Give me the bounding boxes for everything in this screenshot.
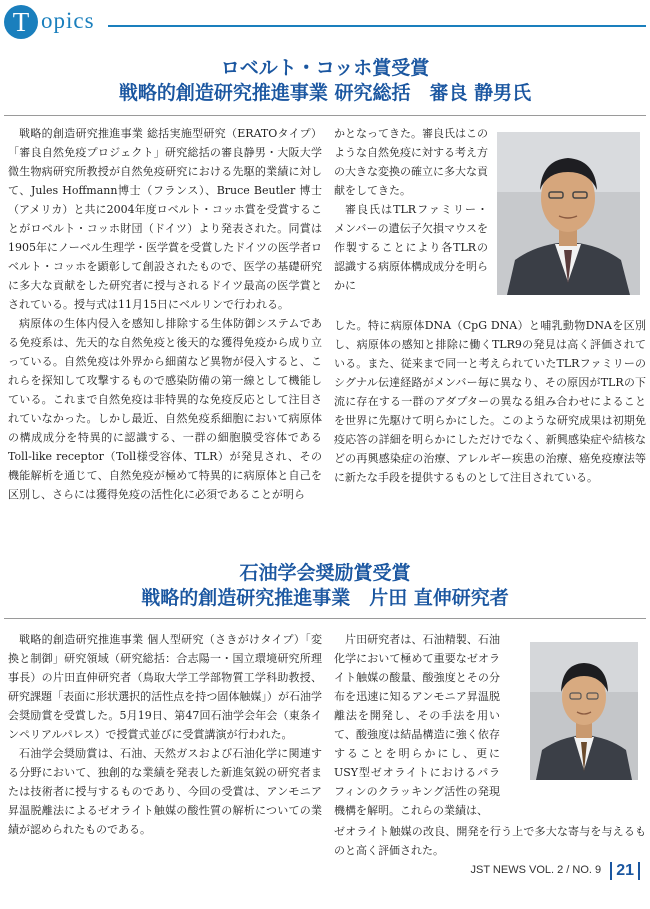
topics-label: opics — [41, 8, 95, 33]
article2-paragraph: ゼオライト触媒の改良、開発を行う上で多大な寄与を与えるものと高く評価された。 — [334, 825, 646, 857]
portrait-photo-akira — [497, 132, 640, 295]
article1-right-wide-column — [334, 316, 646, 488]
topics-header — [0, 0, 650, 50]
page-number: 21 — [610, 862, 640, 880]
article2-title: 石油学会奨励賞受賞 — [239, 562, 411, 584]
article1-left-column — [8, 124, 322, 514]
volume-number: VOL. 2 / NO. 9 — [529, 864, 602, 876]
article1-separator — [4, 115, 646, 116]
article1-title: ロベルト・コッホ賞受賞 — [220, 57, 430, 79]
article2-separator — [4, 618, 646, 619]
article2-paragraph: 片田研究者は、石油精製、石油化学において極めて重要なゼオライト触媒の酸量、酸強度とその分布を迅速に知るアンモニア昇温脱離法を開発し、その手法を用いて、酸強度は結晶構造に強く依存することを明らかにし、更にUSY型ゼオライトにおけるパラフィンのクラッキング活性の発現機構を解明。これらの業績は、 — [334, 633, 500, 817]
article2-left-column — [8, 630, 322, 860]
article1-paragraph: 審良氏はTLRファミリー・メンバーの遺伝子欠損マウスを作製することにより各TLRの認識する病原体構成成分を明らかに — [334, 203, 488, 292]
article1-subtitle: 戦略的創造研究推進事業 研究総括 審良 静男氏 — [118, 82, 532, 104]
article2-paragraph: 戦略的創造研究推進事業 個人型研究（さきがけタイプ）「変換と制御」研究領域（研究総括：合志陽一・国立環境研究所理事長）の片田直伸研究者（鳥取大学工学部物質工学科助教授、研究課題「表面に形状選択的活性点を持つ固体触媒」）が石油学会奨励賞を受賞した。5月19日、第47回石油学会年会（東条インペリアルパレス）で授賞式並びに受賞講演が行われた。 — [8, 633, 322, 741]
article1-paragraph: 病原体の生体内侵入を感知し排除する生体防御システムである免疫系は、先天的な自然免疫と後天的な獲得免疫から成り立っている。自然免疫は外界から細菌など異物が侵入すると、これらを探知して攻撃するもので感染防備の第一線として機能している。これまで自然免疫は非特異的な免疫反応として注目されていなかった。しかし最近、自然免疫系細胞において病原体の構成成分を特異的に認識する、一群の細胞膜受容体であるToll-like receptor（Toll様受容体、TLR）が発見され、その機能解析を通じて、自然免疫が極めて特異的に病原体と自己を区別し、さらには獲得免疫の活性化に必須であることが明ら — [8, 317, 322, 501]
article1-paragraph: かとなってきた。審良氏はこのような自然免疫に対する考え方の大きな変換の確立に多大な貢献をしてきた。 — [334, 127, 488, 197]
article2-subtitle: 戦略的創造研究推進事業 片田 直伸研究者 — [141, 587, 509, 609]
page-footer — [471, 862, 640, 880]
journal-name: JST NEWS — [470, 864, 526, 876]
article1-right-narrow-column — [334, 124, 488, 316]
topics-initial-badge: T — [4, 5, 38, 39]
article1-paragraph: した。特に病原体DNA（CpG DNA）と哺乳動物DNAを区別し、病原体の感知と排除に働くTLR9の発見は高く評価されている。また、従来まで同一と考えられていたTLRファミリーのシグナル伝達経路がメンバー毎に異なり、その原因がTLRの下流に存在する一群のアダプターの異なる組み合わせによることを世界に先駆けて明らかにした。このような研究成果は初期免疫応答の詳細を明らかにしただけでなく、新興感染症や結核などの再興感染症の治療、アレルギー疾患の治療、癌免疫療法等に新たな手段を提供するものとして注目されている。 — [334, 319, 646, 484]
article1-paragraph: 戦略的創造研究推進事業 総括実施型研究（ERATOタイプ）「審良自然免疫プロジェクト」研究総括の審良静男・大阪大学微生物病研究所教授が自然免疫研究における先駆的業績に対して、Jules Hoffmann博士（フランス）、Bruce Beutler 博士（アメリカ）と共に2004年度ロベルト・コッホ賞を受賞することがロベルト・コッホ財団（ドイツ）より発表された。同賞は1905年にノーベル生理学・医学賞を受賞したドイツの医学者ロベルト・コッホを顕彰して創設されたもので、医学の基礎研究に多大な貢献をした研究者に授与されるドイツ最高の医学賞とされている。授与式は11月15日にベルリンで行われる。 — [8, 127, 322, 311]
article2-right-narrow-column — [334, 630, 500, 822]
header-rule — [108, 25, 646, 27]
portrait-photo-katada — [530, 642, 638, 780]
article2-right-wide-column — [334, 822, 646, 862]
article2-paragraph: 石油学会奨励賞は、石油、天然ガスおよび石油化学に関連する分野において、独創的な業績を発表した新進気鋭の研究者または技術者に授与するものであり、今回の受賞は、アンモニア昇温脱離法によるゼオライト触媒の酸性質の解析についての業績が認められたものである。 — [8, 747, 322, 836]
